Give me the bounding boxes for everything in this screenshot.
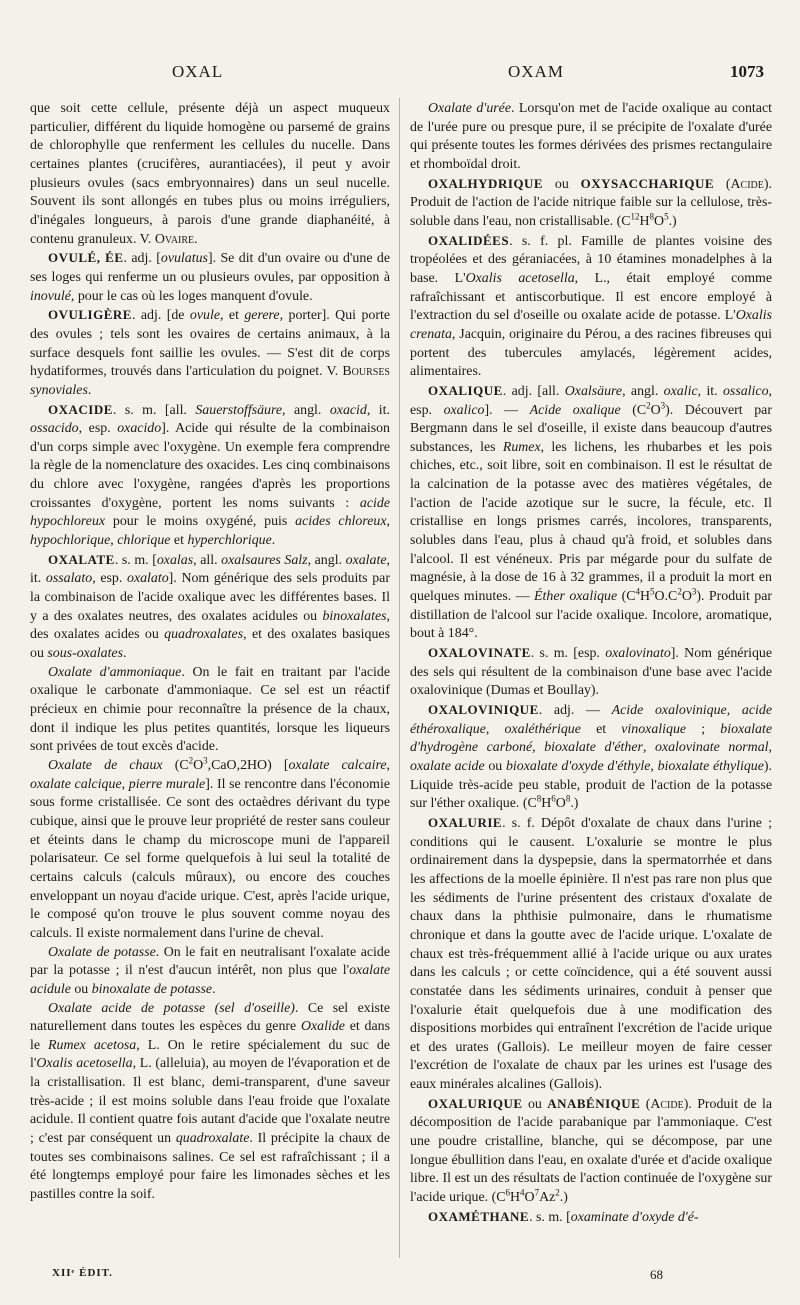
text-run: . s. f. Dépôt d'oxalate de chaux dans l'urine ; conditions qui le causent. L'oxalurie se montre le plus ordinairement dans la dyspepsie, dans la spermatorrhée et dans les affections de la moelle épinière. Il n'est pas rare non plus que les sédiments de l'urine présentent des cristaux d'oxalate de chaux dans la phthisie pulmonaire, dans le rhumatisme chronique et dans la goutte avec de l'acide urique. L'oxalate de chaux est très-fréquemment allié à l'acide urique ou aux urates dans les calculs ; or cette coïncidence, qui a été souvent aussi constatée dans les sédiments urinaires, conduit à penser que l'oxalurie était quelquefois due à une modification des dispositions morbides qui entraînent l'excrétion de l'acide urique et des urates (Gallois). Le meilleur moyen de faire cesser l'excrétion de l'oxalate de chaux par les urines est l'usage des eaux minérales alcalines (Gallois).: [410, 815, 772, 1093]
text-run: ]. Nom générique des sels qui résultent de la combinaison d'une base avec l'acide oxalovinique (Dumas et Boullay).: [410, 646, 772, 699]
text-run: et: [170, 533, 188, 549]
formula-index: 12: [630, 211, 640, 222]
text-run: ). Produit par distillation de l'alcool sur l'acide oxalique. Incolore, aromatique, bout à 184°.: [410, 589, 772, 642]
text-run: . adj. —: [538, 703, 612, 718]
text-run: , angl.: [282, 402, 330, 418]
entry-paragraph: [410, 1095, 772, 1208]
right-column: [410, 100, 772, 1227]
italic-text: gerere: [244, 308, 280, 324]
small-caps-text: Acide: [730, 176, 764, 192]
italic-text: oxalas: [156, 552, 194, 568]
text-run: O: [681, 589, 692, 605]
italic-text: ovulatus: [160, 251, 208, 267]
text-run: ,CaO,2HO) [: [207, 757, 289, 773]
text-run: , it.: [366, 402, 390, 418]
text-run: O.C: [654, 589, 678, 605]
text-run: ]. —: [484, 402, 530, 418]
italic-text: hyperchlorique: [187, 533, 272, 549]
formula-index: 5: [664, 211, 669, 222]
text-run: ,: [768, 740, 772, 756]
text-run: , des oxalates acides ou: [30, 608, 390, 643]
italic-text: oxalate calcaire: [288, 757, 387, 773]
text-run: , esp.: [78, 421, 118, 437]
text-run: , all.: [193, 552, 222, 568]
italic-text: oxalico: [443, 402, 485, 418]
text-run: ,: [642, 740, 655, 756]
text-run: ou: [522, 1096, 548, 1112]
text-run: ]. Acide qui résulte de la combinaison d'un corps simple avec l'oxygène. Un exemple fera comprendre la règle de la nomenclature des oxacides. Les cinq combinaisons du chlore avec l'oxygène, rangées d'après les proportions croissantes d'oxygène, portent les noms suivants :: [30, 421, 390, 511]
text-run: . s. m. [all.: [112, 402, 196, 418]
text-run: , it.: [697, 383, 723, 399]
italic-text: Oxalate d'urée: [428, 101, 512, 116]
text-run: . Ce sel existe naturellement dans toutes les espèces du genre: [30, 1000, 390, 1035]
italic-text: Oxalate acide de potasse (sel d'oseille): [48, 1000, 295, 1016]
text-run: ,: [650, 758, 658, 774]
text-run: Az: [539, 1190, 556, 1206]
entry-paragraph: [30, 306, 390, 400]
text-run: pour le moins oxygéné, puis: [105, 514, 296, 530]
entry-paragraph: [30, 664, 390, 757]
italic-text: Rumex: [502, 439, 541, 455]
text-run: . adj. [all.: [502, 383, 565, 399]
formula-index: 4: [520, 1187, 525, 1198]
entry-paragraph: [30, 249, 390, 306]
text-run: ). Produit de l'action de l'acide nitrique faible sur la cellulose, très-soluble dans l'eau, non cristallisable. (C: [410, 176, 772, 229]
text-run: , pour le cas où les loges manquent d'ovule.: [70, 288, 313, 304]
formula-index: 8: [565, 793, 571, 804]
text-run: , et: [220, 308, 245, 324]
text-run: ). Produit de la décomposition de l'acide parabanique par l'ammoniaque. C'est une poudre cristalline, blanche, qui se décompose, par une longue ébullition dans l'eau, en oxalate d'urée et d'acide oxalique libre. Il est un des résultats de l'action continuée de l'oxygène sur l'acide urique. (C: [410, 1096, 772, 1206]
italic-text: bioxalate éthylique: [657, 758, 764, 774]
text-run: , angl.: [622, 383, 664, 399]
formula-index: 6: [505, 1187, 510, 1198]
italic-text: oxalovinate normal: [655, 740, 769, 756]
formula-index: 2: [646, 399, 651, 410]
text-run: , esp.: [410, 383, 772, 418]
headword: OXALHYDRIQUE: [428, 175, 544, 191]
text-run: ,: [485, 721, 505, 737]
italic-text: ossalico: [722, 383, 769, 399]
page-footer: [0, 1267, 800, 1291]
text-run: (C: [617, 589, 636, 605]
headword: OVULÉ, ÉE: [48, 250, 124, 266]
formula-index: 2: [677, 586, 682, 597]
italic-text: Oxalate de potasse: [48, 944, 156, 960]
entry-paragraph: [30, 100, 390, 249]
text-run: .: [194, 231, 198, 247]
text-run: . On le fait en neutralisant l'oxalate acide par la potasse ; il n'est d'aucun intérêt, non plus que l': [30, 944, 390, 979]
italic-text: acide hypochloreux: [30, 495, 390, 530]
entry-paragraph: [410, 644, 772, 701]
headword: OXALURIE: [428, 814, 503, 830]
formula-index: 3: [660, 399, 666, 410]
small-caps-text: Ovaire: [154, 231, 195, 247]
headword: OXALOVINIQUE: [428, 702, 539, 717]
text-run: ]. Se dit d'un ovaire ou d'une de ses loges qui renferme un ou plusieurs ovules, par opposition à: [30, 251, 390, 285]
entry-paragraph: [30, 1000, 390, 1205]
formula-index: 2: [555, 1187, 560, 1198]
headword: OXYSACCHARIQUE: [580, 175, 715, 191]
text-run: O: [193, 757, 204, 773]
entry-paragraph: [410, 175, 772, 232]
formula-index: 8: [536, 793, 542, 804]
text-run: . s. m. [: [529, 1209, 571, 1225]
text-run: .: [271, 533, 276, 549]
italic-text: Éther oxalique: [534, 589, 618, 605]
text-run: . s. m. [: [114, 552, 157, 568]
italic-text: acide éthéroxalique: [410, 703, 772, 737]
italic-text: Acide oxalique: [529, 402, 621, 418]
italic-text: ossalato: [45, 571, 93, 587]
text-run: ,: [121, 776, 129, 792]
text-run: H: [639, 213, 650, 229]
small-caps-text: Bourses: [342, 364, 390, 380]
text-run: et: [580, 721, 622, 737]
text-run: (C: [162, 757, 189, 773]
italic-text: Oxalis acetosella: [465, 270, 575, 286]
italic-text: inovulé: [30, 288, 71, 304]
text-run: O: [654, 213, 665, 229]
italic-text: bioxalate d'oxyde d'éthyle: [505, 758, 651, 774]
text-run: . Lorsqu'on met de l'acide oxalique au contact de l'urée pure ou presque pure, il se précipite de l'oxalate d'urée qui présente toutes les formes dérivées des prismes rectangulaire et rhomboïdal droit.: [410, 101, 772, 172]
text-run: , et des oxalates basiques ou: [30, 627, 390, 662]
small-caps-text: Acide: [650, 1096, 684, 1112]
formula-index: 4: [635, 586, 640, 597]
headword: OXAMÉTHANE: [428, 1208, 530, 1224]
entry-paragraph: [410, 1208, 772, 1228]
formula-index: 5: [650, 586, 655, 597]
text-run: H: [640, 589, 651, 605]
italic-text: Oxalis acetosella: [36, 1056, 133, 1072]
entry-paragraph: [410, 814, 772, 1095]
text-run: ,: [386, 757, 390, 773]
text-run: O: [524, 1190, 535, 1206]
italic-text: oxacid: [329, 402, 367, 418]
italic-text: acides chloreux: [295, 514, 387, 530]
edition-mark: XIIᵉ ÉDIT.: [52, 1267, 113, 1279]
italic-text: Acide oxalovinique: [611, 703, 727, 718]
text-run: . adj. [de: [131, 308, 190, 324]
italic-text: ossacido: [30, 421, 79, 437]
formula-index: 3: [691, 586, 697, 597]
italic-text: oxalato: [127, 571, 169, 587]
italic-text: Oxalate de chaux: [48, 757, 163, 773]
text-run: ou: [70, 981, 92, 997]
italic-text: oxaminate d'oxyde d'é-: [570, 1209, 699, 1225]
italic-text: oxalsaures Salz: [221, 552, 308, 568]
headword: OXALATE: [48, 551, 115, 567]
italic-text: quadroxalates: [164, 627, 244, 643]
left-column: [30, 100, 390, 1205]
text-run: O: [650, 402, 661, 418]
text-run: ,: [726, 703, 742, 718]
text-run: .: [212, 981, 216, 997]
italic-text: oxalovinato: [605, 646, 671, 662]
column-divider: [399, 98, 400, 1258]
italic-text: Oxalide: [300, 1019, 345, 1035]
text-run: H: [509, 1190, 521, 1206]
headword: ANABÉNIQUE: [547, 1095, 641, 1111]
header-left-word: OXAL: [172, 62, 224, 81]
italic-text: oxalic: [663, 383, 698, 399]
text-run: , Jacquin, originaire du Pérou, a des racines fibreuses qui portent des tubercules amylacés, légèrement acides, alimentaires.: [410, 326, 772, 380]
text-run: et dans le: [30, 1019, 390, 1053]
italic-text: oxaléthérique: [504, 721, 581, 737]
text-run: O: [555, 796, 566, 812]
italic-text: synoviales: [30, 382, 88, 398]
text-run: ]. Nom générique des sels produits par la combinaison de l'acide oxalique avec les différentes bases. Il y a des oxalates neutres, des oxalates acidules ou: [30, 571, 390, 624]
text-run: .): [570, 796, 579, 812]
text-run: . s. m. [esp.: [530, 646, 606, 662]
text-run: (: [714, 176, 731, 192]
text-run: ). Découvert par Bergmann dans le sel d'oseille, il existe dans beaucoup d'autres substances, les: [410, 402, 772, 455]
text-run: ]. Il se rencontre dans l'économie sous forme cristallisée. Ce sont des octaèdres dérivant du type cubique, ainsi que le prouve leur propriété de rester sans couleur et éteints dans le champ du microscope muni de l'appareil polarisateur. Ce sel forme quelquefois à lui seul la totalité de certains calculs (calculs mûraux), ou encore des couches enveloppant un noyau d'acide urique. C'est, après l'acide urique, le composé qu'on trouve le plus souvent comme noyau des calculs. Il existe normalement dans l'urine de cheval.: [30, 776, 390, 941]
formula-index: 7: [534, 1187, 540, 1198]
italic-text: Sauerstoffsäure: [195, 402, 283, 418]
text-run: , angl.: [307, 552, 346, 568]
text-run: ou: [543, 176, 581, 192]
italic-text: oxalate acide: [410, 758, 485, 774]
entry-paragraph: [410, 100, 772, 175]
entry-paragraph: [410, 701, 772, 814]
headword: OXALIQUE: [428, 382, 503, 398]
italic-text: vinoxalique: [621, 721, 687, 737]
italic-text: oxalate: [345, 552, 387, 568]
text-run: ,: [386, 514, 390, 530]
headword: OVULIGÈRE: [48, 307, 132, 323]
italic-text: Oxalis crenata: [410, 308, 772, 342]
text-run: que soit cette cellule, présente déjà un aspect muqueux particulier, différent du liquide homogène ou parsemé de grains de chlorophylle que renferment les cellules du nucelle. Dans certaines plantes (crucifères, aurantiacées), il peut y avoir plusieurs ovules (sacs embryonnaires) dans un seul nucelle. Souvent ils sont allongés en tubes plus ou moins irréguliers, d'inégales longueurs, à parois d'une grande diaphanéité, à contenu granuleux. V.: [30, 101, 390, 247]
italic-text: sous-oxalates: [47, 646, 123, 662]
entry-paragraph: [30, 551, 390, 664]
text-run: .): [559, 1190, 568, 1206]
text-run: . Il précipite la chaux de toutes ses combinaisons salines. Ce sel est rafraîchissant ; il a été longtemps employé pour faire les limonades sèches et les pastilles contre la soif.: [30, 1131, 390, 1203]
formula-index: 2: [188, 755, 194, 766]
italic-text: chlorique: [117, 533, 171, 549]
italic-text: Rumex acetosa: [48, 1037, 137, 1053]
entry-paragraph: [30, 757, 390, 944]
italic-text: ovule: [189, 308, 220, 324]
headword: OXALURIQUE: [428, 1095, 523, 1111]
italic-text: Oxalate d'ammoniaque: [48, 664, 182, 680]
text-run: .): [668, 213, 677, 229]
italic-text: pierre murale: [128, 776, 206, 792]
headword: OXALIDÉES: [428, 232, 510, 248]
text-run: , esp.: [92, 571, 127, 587]
text-run: .: [123, 646, 127, 662]
text-run: . s. f. pl. Famille de plantes voisine des tropéolées et des géraniacées, à 10 étamines monadelphes à la base. L': [410, 233, 772, 286]
text-run: (C: [620, 402, 647, 418]
running-header: [0, 62, 800, 92]
header-right-word: OXAM: [508, 62, 564, 81]
headword: OXACIDE: [48, 401, 113, 417]
formula-index: 6: [551, 793, 556, 804]
italic-text: quadroxalate: [175, 1131, 250, 1147]
text-run: ). Liquide très-acide peu stable, produit de l'action de la potasse sur l'éther oxalique. (C: [410, 758, 772, 812]
text-run: ;: [686, 721, 721, 737]
text-run: ou: [484, 758, 506, 774]
text-run: ,: [110, 533, 118, 549]
italic-text: oxalate calcique: [30, 776, 122, 792]
text-run: .: [87, 382, 92, 398]
text-run: , porter]. Qui porte des ovules ; tels sont les ovaires de certains animaux, à la surface desquels font saillie les ovules. — S'est dit de corps hydatiformes, trouvés dans l'articulation du poignet. V.: [30, 308, 390, 380]
text-run: ,: [532, 740, 545, 756]
text-run: (: [640, 1096, 651, 1112]
headword: OXALOVINATE: [428, 645, 531, 661]
italic-text: bioxalate d'éther: [544, 740, 643, 756]
italic-text: oxalate acidule: [30, 963, 390, 997]
formula-index: 8: [649, 211, 655, 222]
italic-text: binoxalates: [322, 608, 387, 624]
italic-text: oxacido: [117, 421, 162, 437]
formula-index: 3: [203, 755, 208, 766]
text-run: . On le fait en traitant par l'acide oxalique le carbonate d'ammoniaque. Ce sel est un réactif précieux en chimie pour reconnaître la présence de la chaux, dont il indique les plus petites quantités, lorsque les liqueurs sont privées de tout excès d'acide.: [30, 664, 391, 755]
page-number: 1073: [730, 62, 764, 81]
text-run: , L. (alleluia), au moyen de l'évaporation et de la cristallisation. Il est blanc, demi-transparent, d'une saveur très-acide ; il est moins soluble dans l'eau froide que l'oxalate acidule. Il contient quatre fois autant d'acide que l'oxalate neutre ; c'est par conséquent un: [30, 1056, 391, 1147]
text-run: , it.: [30, 552, 390, 587]
entry-paragraph: [30, 401, 390, 551]
italic-text: hypochlorique: [30, 533, 111, 549]
text-run: , les lichens, les rhubarbes et les pois chiches, etc., soit libre, soit en combinaison. Il est le résultat de la calcination de la potasse avec des matières végétales, de l'action de l'acide azotique sur le sucre, la fécule, etc. Il cristallise en longs prismes carrés, incolores, transparents, solubles dans l'eau, plus à chaud qu'à froid, et solubles dans l'alcool. Il est vénéneux. Pris par mégarde pour du sulfate de magnésie, à la dose de 16 à 32 grammes, il a produit la mort en quelques minutes. —: [410, 439, 772, 605]
signature-mark: 68: [650, 1267, 663, 1282]
italic-text: binoxalate de potasse: [91, 981, 213, 997]
italic-text: bioxalate d'hydrogène carboné: [410, 721, 772, 756]
text-run: , L., était employé comme rafraîchissant et antiscorbutique. Il est encore employé à l'extraction du sel d'oseille ou oxalate acide de potasse. L': [410, 270, 773, 324]
italic-text: Oxalsäure: [564, 383, 623, 399]
text-run: . adj. [: [123, 251, 161, 267]
entry-paragraph: [30, 944, 390, 1000]
entry-paragraph: [410, 232, 772, 382]
entry-paragraph: [410, 382, 772, 644]
text-run: , L. On le retire spécialement du suc de l': [30, 1037, 391, 1072]
text-run: H: [541, 796, 552, 812]
